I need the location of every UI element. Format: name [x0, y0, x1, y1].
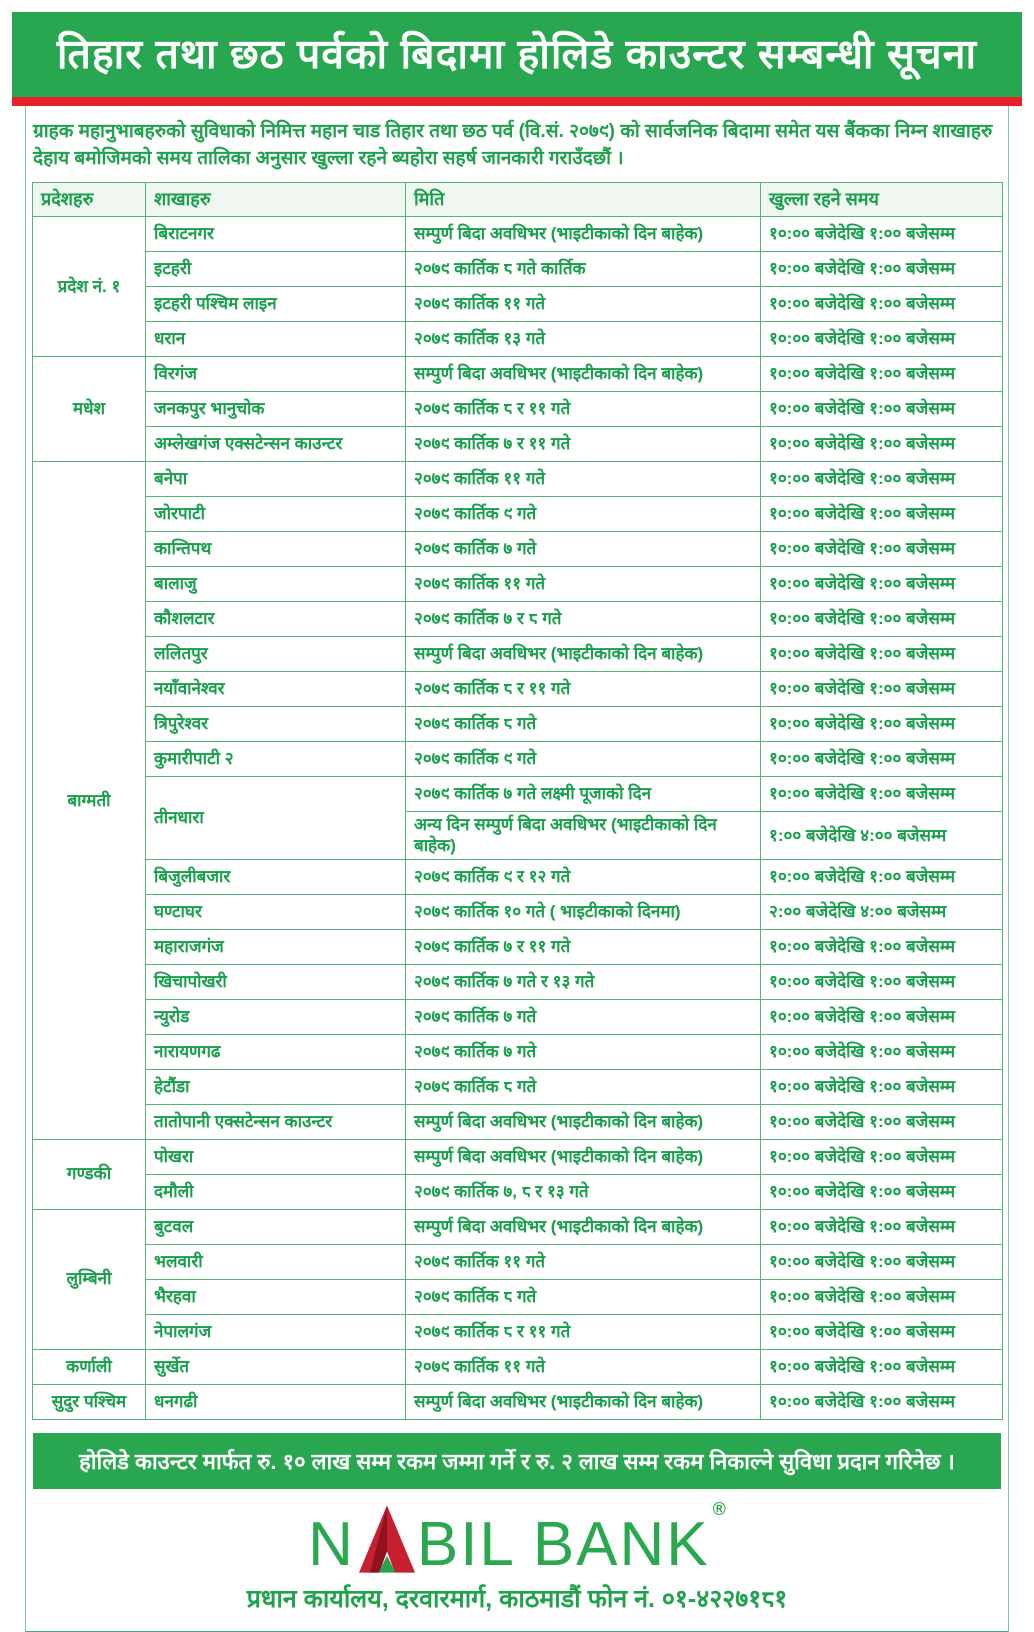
branch-cell: जनकपुर भानुचोक: [146, 392, 406, 427]
date-cell: २०७९ कार्तिक ८ र ११ गते: [406, 392, 761, 427]
table-row: [33, 777, 1003, 812]
date-cell: २०७९ कार्तिक ८ गते: [406, 1069, 761, 1104]
province-cell: बाग्मती: [33, 462, 146, 1140]
branch-cell: बालाजु: [146, 567, 406, 602]
open-hours-cell: १०:०० बजेदेखि १:०० बजेसम्म: [761, 999, 1003, 1034]
open-hours-cell: १०:०० बजेदेखि १:०० बजेसम्म: [761, 742, 1003, 777]
open-hours-cell: १०:०० बजेदेखि १:०० बजेसम्म: [761, 602, 1003, 637]
open-hours-cell: २:०० बजेदेखि ४:०० बजेसम्म: [761, 894, 1003, 929]
date-cell: २०७९ कार्तिक ९ गते: [406, 497, 761, 532]
table-row: [33, 1104, 1003, 1139]
branch-cell: जोरपाटी: [146, 497, 406, 532]
open-hours-cell: १०:०० बजेदेखि १:०० बजेसम्म: [761, 217, 1003, 252]
branch-cell: दमौली: [146, 1174, 406, 1209]
branch-cell: तातोपानी एक्सटेन्सन काउन्टर: [146, 1104, 406, 1139]
open-hours-cell: १०:०० बजेदेखि १:०० बजेसम्म: [761, 252, 1003, 287]
province-cell: कर्णाली: [33, 1349, 146, 1384]
table-row: [33, 1139, 1003, 1174]
date-cell: सम्पुर्ण बिदा अवधिभर (भाइटीकाको दिन बाहेक): [406, 357, 761, 392]
branch-cell: बुटवल: [146, 1209, 406, 1244]
date-cell: २०७९ कार्तिक ७ र ८ गते: [406, 602, 761, 637]
open-hours-cell: १०:०० बजेदेखि १:०० बजेसम्म: [761, 427, 1003, 462]
open-hours-cell: १०:०० बजेदेखि १:०० बजेसम्म: [761, 1069, 1003, 1104]
branch-cell: खिचापोखरी: [146, 964, 406, 999]
head-office-address: प्रधान कार्यालय, दरवारमार्ग, काठमाडौं फोन नं. ०१-४२२७१८१: [246, 1584, 788, 1613]
open-hours-cell: १०:०० बजेदेखि १:०० बजेसम्म: [761, 462, 1003, 497]
branch-cell: घण्टाघर: [146, 894, 406, 929]
registered-trademark-icon: ®: [712, 1498, 726, 1519]
branch-cell: ललितपुर: [146, 637, 406, 672]
open-hours-cell: १०:०० बजेदेखि १:०० बजेसम्म: [761, 567, 1003, 602]
branch-cell: धनगढी: [146, 1384, 406, 1419]
branch-cell: हेटौंडा: [146, 1069, 406, 1104]
open-hours-cell: १०:०० बजेदेखि १:०० बजेसम्म: [761, 1104, 1003, 1139]
open-hours-cell: १०:०० बजेदेखि १:०० बजेसम्म: [761, 1349, 1003, 1384]
date-cell: २०७९ कार्तिक ८ गते: [406, 707, 761, 742]
branch-cell: महाराजगंज: [146, 929, 406, 964]
branch-cell: बिजुलीबजार: [146, 859, 406, 894]
date-cell: सम्पुर्ण बिदा अवधिभर (भाइटीकाको दिन बाहेक): [406, 1209, 761, 1244]
nabil-arrow-icon: [359, 1505, 415, 1573]
table-row: [33, 217, 1003, 252]
branch-cell: सुर्खेत: [146, 1349, 406, 1384]
open-hours-cell: १०:०० बजेदेखि १:०० बजेसम्म: [761, 859, 1003, 894]
date-cell: सम्पुर्ण बिदा अवधिभर (भाइटीकाको दिन बाहेक): [406, 1139, 761, 1174]
date-cell: २०७९ कार्तिक ८ र ११ गते: [406, 1314, 761, 1349]
branch-cell: बिराटनगर: [146, 217, 406, 252]
table-row: [33, 1209, 1003, 1244]
open-hours-cell: १०:०० बजेदेखि १:०० बजेसम्म: [761, 707, 1003, 742]
table-row: [33, 859, 1003, 894]
branch-cell: बनेपा: [146, 462, 406, 497]
date-cell: २०७९ कार्तिक ७ गते: [406, 999, 761, 1034]
table-row: [33, 497, 1003, 532]
intro-paragraph: ग्राहक महानुभाबहरुको सुविधाको निमित्त महान चाड तिहार तथा छठ पर्व (वि.सं. २०७९) को सार्वजनिक बिदामा समेत यस बैंकका निम्न शाखाहरु देहाय बमोजिमको समय तालिका अनुसार खुल्ला रहने ब्यहोरा सहर्ष जानकारी गराउँदछौं ।: [33, 121, 993, 169]
open-hours-cell: १०:०० बजेदेखि १:०० बजेसम्म: [761, 322, 1003, 357]
table-row: [33, 637, 1003, 672]
open-hours-cell: १०:०० बजेदेखि १:०० बजेसम्म: [761, 672, 1003, 707]
branch-cell: भैरहवा: [146, 1279, 406, 1314]
branch-cell: नारायणगढ: [146, 1034, 406, 1069]
table-row: [33, 462, 1003, 497]
branch-cell: अम्लेखगंज एक्सटेन्सन काउन्टर: [146, 427, 406, 462]
date-cell: अन्य दिन सम्पुर्ण बिदा अवधिभर (भाइटीकाको दिन बाहेक): [406, 812, 761, 860]
date-cell: सम्पुर्ण बिदा अवधिभर (भाइटीकाको दिन बाहेक): [406, 637, 761, 672]
open-hours-cell: १०:०० बजेदेखि १:०० बजेसम्म: [761, 929, 1003, 964]
red-divider: [12, 97, 1022, 106]
nabil-bank-logo: [32, 1498, 1002, 1579]
branch-cell: नेपालगंज: [146, 1314, 406, 1349]
logo-letter-n: N: [308, 1509, 355, 1579]
date-cell: सम्पुर्ण बिदा अवधिभर (भाइटीकाको दिन बाहेक): [406, 1384, 761, 1419]
table-row: [33, 894, 1003, 929]
date-cell: २०७९ कार्तिक ७ गते लक्ष्मी पूजाको दिन: [406, 777, 761, 812]
table-row: [33, 567, 1003, 602]
date-cell: २०७९ कार्तिक ७ र ११ गते: [406, 427, 761, 462]
open-hours-cell: १०:०० बजेदेखि १:०० बजेसम्म: [761, 287, 1003, 322]
branch-schedule-table: [32, 182, 1003, 1420]
col-header-provinces: प्रदेशहरु: [33, 183, 146, 217]
table-row: [33, 1349, 1003, 1384]
table-row: [33, 999, 1003, 1034]
col-header-open-hours: खुल्ला रहने समय: [761, 183, 1003, 217]
branch-cell: कुमारीपाटी २: [146, 742, 406, 777]
table-row: [33, 929, 1003, 964]
table-row: [33, 1279, 1003, 1314]
province-cell: गण्डकी: [33, 1139, 146, 1209]
branch-cell: धरान: [146, 322, 406, 357]
branch-cell: भलवारी: [146, 1244, 406, 1279]
branch-cell: तीनधारा: [146, 777, 406, 860]
table-row: [33, 1174, 1003, 1209]
table-row: [33, 602, 1003, 637]
content-frame: [25, 106, 1009, 1632]
table-row: [33, 1384, 1003, 1419]
table-row: [33, 357, 1003, 392]
open-hours-cell: १०:०० बजेदेखि १:०० बजेसम्म: [761, 1244, 1003, 1279]
table-row: [33, 672, 1003, 707]
branch-cell: कान्तिपथ: [146, 532, 406, 567]
date-cell: २०७९ कार्तिक ११ गते: [406, 567, 761, 602]
date-cell: २०७९ कार्तिक ७ र ११ गते: [406, 929, 761, 964]
branch-cell: इटहरी: [146, 252, 406, 287]
date-cell: २०७९ कार्तिक ७ गते र १३ गते: [406, 964, 761, 999]
date-cell: २०७९ कार्तिक ११ गते: [406, 462, 761, 497]
branch-cell: नयाँवानेश्वर: [146, 672, 406, 707]
table-row: [33, 1244, 1003, 1279]
col-header-date: मिति: [406, 183, 761, 217]
open-hours-cell: १०:०० बजेदेखि १:०० बजेसम्म: [761, 1139, 1003, 1174]
open-hours-cell: १०:०० बजेदेखि १:०० बजेसम्म: [761, 1034, 1003, 1069]
province-cell: प्रदेश नं. १: [33, 217, 146, 357]
date-cell: २०७९ कार्तिक १३ गते: [406, 322, 761, 357]
table-header-row: [33, 183, 1003, 217]
date-cell: सम्पुर्ण बिदा अवधिभर (भाइटीकाको दिन बाहेक): [406, 217, 761, 252]
col-header-branches: शाखाहरु: [146, 183, 406, 217]
date-cell: २०७९ कार्तिक ९ र १२ गते: [406, 859, 761, 894]
table-row: [33, 287, 1003, 322]
date-cell: २०७९ कार्तिक १० गते ( भाइटीकाको दिनमा): [406, 894, 761, 929]
branch-cell: कौशलटार: [146, 602, 406, 637]
logo-word-bank: BIL BANK: [416, 1509, 710, 1579]
branch-cell: न्युरोड: [146, 999, 406, 1034]
table-row: [33, 1314, 1003, 1349]
date-cell: २०७९ कार्तिक ७ गते: [406, 532, 761, 567]
date-cell: २०७९ कार्तिक ८ र ११ गते: [406, 672, 761, 707]
open-hours-cell: १०:०० बजेदेखि १:०० बजेसम्म: [761, 392, 1003, 427]
page-title: तिहार तथा छठ पर्वको बिदामा होलिडे काउन्टर सम्बन्धी सूचना: [56, 31, 978, 77]
table-row: [33, 532, 1003, 567]
open-hours-cell: १०:०० बजेदेखि १:०० बजेसम्म: [761, 357, 1003, 392]
table-row: [33, 742, 1003, 777]
open-hours-cell: १०:०० बजेदेखि १:०० बजेसम्म: [761, 1209, 1003, 1244]
date-cell: २०७९ कार्तिक ११ गते: [406, 287, 761, 322]
open-hours-cell: १०:०० बजेदेखि १:०० बजेसम्म: [761, 1314, 1003, 1349]
date-cell: २०७९ कार्तिक ७ गते: [406, 1034, 761, 1069]
open-hours-cell: १०:०० बजेदेखि १:०० बजेसम्म: [761, 1279, 1003, 1314]
open-hours-cell: १०:०० बजेदेखि १:०० बजेसम्म: [761, 777, 1003, 812]
branch-cell: पोखरा: [146, 1139, 406, 1174]
table-row: [33, 427, 1003, 462]
date-cell: सम्पुर्ण बिदा अवधिभर (भाइटीकाको दिन बाहेक): [406, 1104, 761, 1139]
branch-cell: इटहरी पश्चिम लाइन: [146, 287, 406, 322]
note-banner: होलिडे काउन्टर मार्फत रु. १० लाख सम्म रकम जम्मा गर्ने र रु. २ लाख सम्म रकम निकाल्ने सुविधा प्रदान गरिनेछ ।: [33, 1433, 1001, 1489]
branch-cell: विरगंज: [146, 357, 406, 392]
province-cell: मधेश: [33, 357, 146, 462]
table-row: [33, 1034, 1003, 1069]
table-row: [33, 964, 1003, 999]
date-cell: २०७९ कार्तिक ११ गते: [406, 1244, 761, 1279]
branch-table-body: [33, 217, 1003, 1420]
table-row: [33, 707, 1003, 742]
table-row: [33, 322, 1003, 357]
open-hours-cell: १०:०० बजेदेखि १:०० बजेसम्म: [761, 964, 1003, 999]
date-cell: २०७९ कार्तिक ९ गते: [406, 742, 761, 777]
open-hours-cell: १०:०० बजेदेखि १:०० बजेसम्म: [761, 1174, 1003, 1209]
open-hours-cell: १०:०० बजेदेखि १:०० बजेसम्म: [761, 497, 1003, 532]
open-hours-cell: १०:०० बजेदेखि १:०० बजेसम्म: [761, 532, 1003, 567]
open-hours-cell: १०:०० बजेदेखि १:०० बजेसम्म: [761, 637, 1003, 672]
province-cell: सुदुर पश्चिम: [33, 1384, 146, 1419]
branch-cell: त्रिपुरेश्वर: [146, 707, 406, 742]
notice-title-banner: [12, 12, 1022, 97]
table-row: [33, 392, 1003, 427]
date-cell: २०७९ कार्तिक ८ गते: [406, 1279, 761, 1314]
date-cell: २०७९ कार्तिक ११ गते: [406, 1349, 761, 1384]
province-cell: लुम्बिनी: [33, 1209, 146, 1349]
table-row: [33, 252, 1003, 287]
open-hours-cell: १:०० बजेदेखि ४:०० बजेसम्म: [761, 812, 1003, 860]
table-row: [33, 1069, 1003, 1104]
open-hours-cell: १०:०० बजेदेखि १:०० बजेसम्म: [761, 1384, 1003, 1419]
date-cell: २०७९ कार्तिक ७, ८ र १३ गते: [406, 1174, 761, 1209]
date-cell: २०७९ कार्तिक ८ गते कार्तिक: [406, 252, 761, 287]
